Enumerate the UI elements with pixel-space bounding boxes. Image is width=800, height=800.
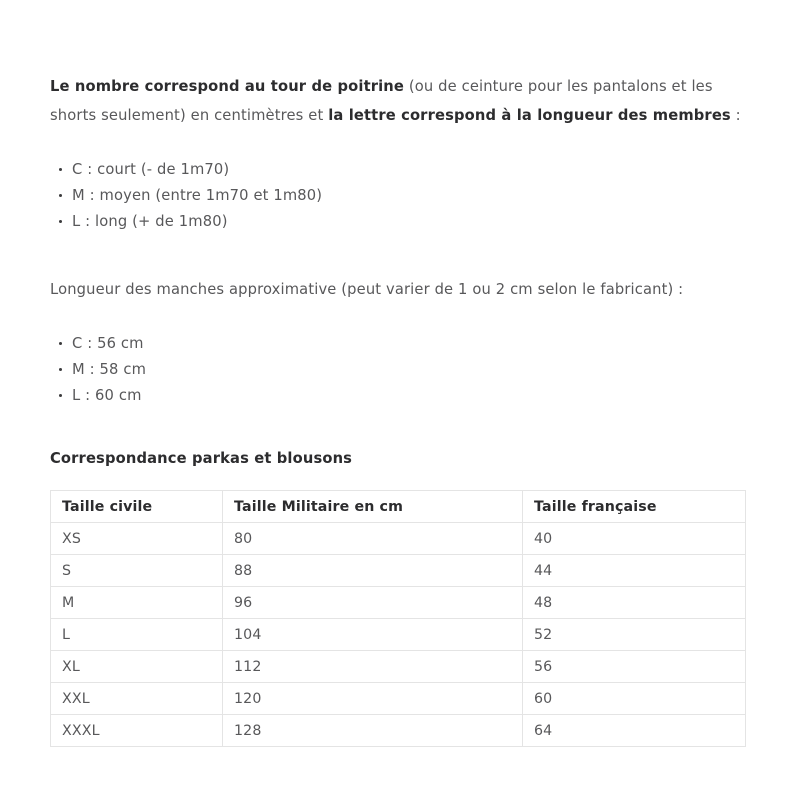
list-item	[50, 383, 750, 409]
cell-french-size: 48	[523, 587, 746, 619]
cell-military-size: 112	[223, 651, 523, 683]
limb-length-list	[50, 157, 750, 235]
list-item-label: C : 56 cm	[72, 335, 144, 352]
intro-plain-middle: (ou de ceinture pour les pantalons et les shorts seulement) en centimètres et	[50, 78, 713, 124]
list-item-label: L : long (+ de 1m80)	[72, 213, 228, 230]
cell-military-size: 104	[223, 619, 523, 651]
list-item-label: L : 60 cm	[72, 387, 142, 404]
list-item	[50, 357, 750, 383]
cell-military-size: 88	[223, 555, 523, 587]
list-item	[50, 157, 750, 183]
list-item-label: M : moyen (entre 1m70 et 1m80)	[72, 187, 323, 204]
cell-french-size: 44	[523, 555, 746, 587]
cell-civil-size: XXXL	[51, 715, 223, 747]
cell-civil-size: XL	[51, 651, 223, 683]
bullet-dot-icon	[59, 194, 62, 197]
sleeve-note-paragraph: Longueur des manches approximative (peut varier de 1 ou 2 cm selon le fabricant) :	[50, 281, 684, 298]
cell-french-size: 64	[523, 715, 746, 747]
cell-civil-size: XS	[51, 523, 223, 555]
column-header-civil-size: Taille civile	[51, 491, 223, 523]
table-body	[51, 523, 746, 747]
intro-bold-letter: la lettre correspond à la longueur des membres	[328, 107, 731, 124]
list-item-label: C : court (- de 1m70)	[72, 161, 230, 178]
cell-french-size: 60	[523, 683, 746, 715]
cell-civil-size: L	[51, 619, 223, 651]
cell-civil-size: S	[51, 555, 223, 587]
bullet-dot-icon	[59, 220, 62, 223]
intro-plain-colon: :	[730, 107, 741, 124]
bullet-dot-icon	[59, 368, 62, 371]
cell-civil-size: M	[51, 587, 223, 619]
intro-bold-chest: Le nombre correspond au tour de poitrine	[50, 78, 405, 95]
table-header	[51, 491, 746, 523]
list-item-label: M : 58 cm	[72, 361, 147, 378]
cell-military-size: 120	[223, 683, 523, 715]
intro-paragraph	[50, 72, 750, 130]
cell-civil-size: XXL	[51, 683, 223, 715]
column-header-military-size: Taille Militaire en cm	[223, 491, 523, 523]
cell-military-size: 96	[223, 587, 523, 619]
bullet-dot-icon	[59, 342, 62, 345]
table-row	[51, 715, 746, 747]
table-header-row	[51, 491, 746, 523]
table-row	[51, 523, 746, 555]
document-content	[50, 72, 750, 747]
cell-french-size: 56	[523, 651, 746, 683]
bullet-dot-icon	[59, 168, 62, 171]
table-row	[51, 651, 746, 683]
table-row	[51, 683, 746, 715]
table-row	[51, 555, 746, 587]
list-item	[50, 331, 750, 357]
list-item	[50, 183, 750, 209]
table-row	[51, 619, 746, 651]
cell-french-size: 40	[523, 523, 746, 555]
sleeve-length-list	[50, 331, 750, 409]
list-item	[50, 209, 750, 235]
column-header-french-size: Taille française	[523, 491, 746, 523]
section-heading: Correspondance parkas et blousons	[50, 450, 353, 467]
size-correspondence-table	[50, 490, 746, 747]
bullet-dot-icon	[59, 394, 62, 397]
cell-french-size: 52	[523, 619, 746, 651]
cell-military-size: 80	[223, 523, 523, 555]
table-row	[51, 587, 746, 619]
cell-military-size: 128	[223, 715, 523, 747]
